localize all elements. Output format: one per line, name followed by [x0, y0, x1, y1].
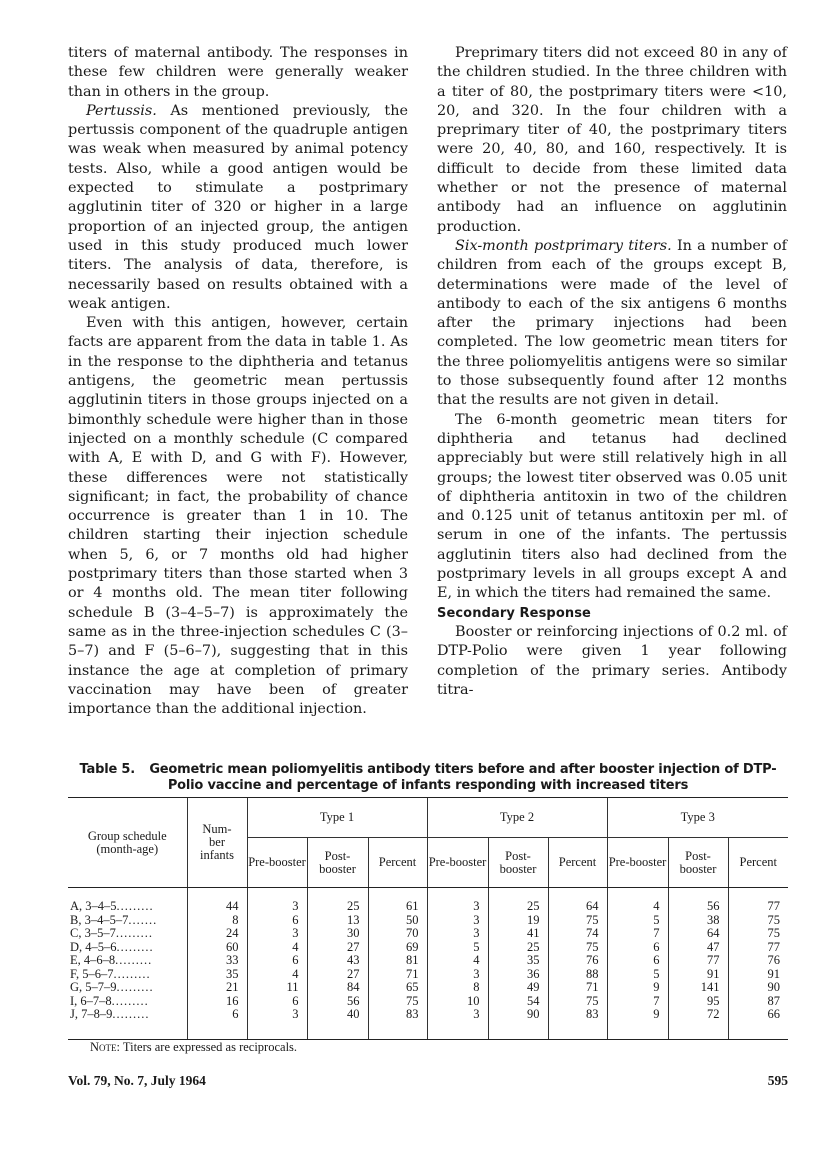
cell-group-schedule [68, 981, 187, 995]
cell-type1-percent: 81 [368, 954, 427, 968]
header-prebooster: Pre-booster [607, 838, 668, 888]
table-caption-text: Geometric mean poliomyelitis antibody titers before and after booster injection of DTP-Polio vaccine and percentage of infants responding with increased titers [149, 762, 777, 793]
table-row [68, 995, 788, 1009]
header-type-3: Type 3 [607, 798, 788, 838]
cell-group-schedule [68, 995, 187, 1009]
header-percent: Percent [728, 838, 788, 888]
cell-group-schedule [68, 888, 187, 914]
cell-type3-prebooster: 6 [607, 941, 668, 955]
cell-type1-postbooster: 13 [307, 914, 368, 928]
cell-type3-prebooster: 7 [607, 995, 668, 1009]
leader-dots: ....... [128, 912, 158, 927]
cell-type2-percent: 75 [548, 914, 607, 928]
cell-type3-prebooster: 5 [607, 914, 668, 928]
group-label: G, 5–7–9 [70, 980, 117, 994]
leader-dots: ......... [112, 1007, 150, 1021]
cell-type1-prebooster: 11 [247, 981, 307, 995]
header-percent: Percent [548, 838, 607, 888]
cell-type3-postbooster: 64 [668, 927, 728, 941]
cell-number-infants: 16 [187, 995, 247, 1009]
cell-type1-postbooster: 43 [307, 954, 368, 968]
cell-type1-prebooster: 6 [247, 995, 307, 1009]
cell-type1-postbooster: 27 [307, 941, 368, 955]
cell-group-schedule [68, 968, 187, 982]
paragraph-six-month: Six-month postprimary titers. In a number of children from each of the groups except B, determinations were made of the level of antibody to each of the six antigens 6 months after the primary injections had been completed. The low geometric mean titers for the three poliomyelitis antigens were so similar to those subsequently found after 12 months that the results are not given in detail. [437, 237, 787, 409]
cell-type2-prebooster: 8 [427, 981, 488, 995]
cell-type3-prebooster: 9 [607, 981, 668, 995]
cell-type1-percent: 71 [368, 968, 427, 982]
cell-type2-prebooster: 4 [427, 954, 488, 968]
cell-type2-postbooster: 19 [488, 914, 548, 928]
cell-type3-prebooster: 7 [607, 927, 668, 941]
cell-number-infants: 44 [187, 888, 247, 914]
cell-number-infants: 35 [187, 968, 247, 982]
cell-type2-prebooster: 3 [427, 968, 488, 982]
cell-type3-percent: 90 [728, 981, 788, 995]
cell-type2-percent: 75 [548, 941, 607, 955]
table-row [68, 954, 788, 968]
cell-group-schedule [68, 954, 187, 968]
cell-type3-prebooster: 5 [607, 968, 668, 982]
table-5 [68, 797, 788, 1040]
cell-type2-prebooster: 3 [427, 888, 488, 914]
paragraph: titers of maternal antibody. The responses in these few children were generally weaker than in others in the group. [68, 45, 408, 100]
cell-type1-percent: 61 [368, 888, 427, 914]
cell-type2-prebooster: 5 [427, 941, 488, 955]
group-label: F, 5–6–7 [70, 966, 114, 981]
cell-number-infants: 6 [187, 1008, 247, 1039]
cell-type2-postbooster: 49 [488, 981, 548, 995]
cell-number-infants: 33 [187, 954, 247, 968]
paragraph: Preprimary titers did not exceed 80 in any of the children studied. In the three children with a titer of 80, the postprimary titers were <10, 20, and 320. In the four children with a preprimary titer of 40, the postprimary titers were 20, 40, 80, and 160, respectively. It is difficult to decide from these limited data whether or not the presence of maternal antibody had an influence on agglutinin production. [437, 45, 787, 235]
group-label: E, 4–6–8 [70, 953, 116, 967]
cell-type2-postbooster: 90 [488, 1008, 548, 1039]
run-in-heading: Pertussis. [86, 102, 157, 119]
cell-type1-prebooster: 4 [247, 941, 307, 955]
cell-type2-prebooster: 10 [427, 995, 488, 1009]
header-group-schedule: Group schedule (month-age) [68, 798, 187, 888]
cell-type3-postbooster: 91 [668, 968, 728, 982]
cell-type1-percent: 65 [368, 981, 427, 995]
note-text: Titers are expressed as reciprocals. [122, 1040, 298, 1054]
paragraph: The 6-month geometric mean titers for diphtheria and tetanus had declined appreciably but were still relatively high in all groups; the lowest titer observed was 0.05 unit of diphtheria antitoxin in two of the children and 0.125 unit of tetanus antitoxin per ml. of serum in one of the infants. The pertussis agglutinin titers also had declined from the postprimary levels in all groups except A and E, in which the titers had remained the same. [437, 411, 787, 602]
cell-type2-percent: 75 [548, 995, 607, 1009]
header-prebooster: Pre-booster [247, 838, 307, 888]
cell-type3-postbooster: 72 [668, 1008, 728, 1039]
cell-type1-postbooster: 30 [307, 927, 368, 941]
paragraph: Booster or reinforcing injections of 0.2 ml. of DTP-Polio were given 1 year following completion of the primary series. Antibody titra- [437, 623, 787, 698]
cell-type1-postbooster: 84 [307, 981, 368, 995]
cell-group-schedule [68, 914, 187, 928]
cell-type2-percent: 76 [548, 954, 607, 968]
table-caption [68, 762, 788, 794]
leader-dots: ......... [116, 939, 154, 954]
leader-dots: ......... [113, 966, 151, 981]
cell-type3-prebooster: 9 [607, 1008, 668, 1039]
cell-type1-postbooster: 25 [307, 888, 368, 914]
group-label: I, 6–7–8 [70, 993, 112, 1008]
header-percent: Percent [368, 838, 427, 888]
cell-type2-prebooster: 3 [427, 927, 488, 941]
group-label: J, 7–8–9 [70, 1007, 113, 1021]
cell-type1-prebooster: 3 [247, 927, 307, 941]
page-number: 595 [767, 1073, 788, 1088]
cell-type2-postbooster: 36 [488, 968, 548, 982]
cell-type3-percent: 77 [728, 941, 788, 955]
cell-type3-percent: 77 [728, 888, 788, 914]
header-postbooster: Post-booster [488, 838, 548, 888]
section-heading: Secondary Response [437, 605, 591, 621]
cell-type2-postbooster: 54 [488, 995, 548, 1009]
cell-number-infants: 24 [187, 927, 247, 941]
group-label: A, 3–4–5 [70, 899, 117, 913]
table-label: Table 5. [79, 762, 135, 777]
cell-type2-percent: 64 [548, 888, 607, 914]
leader-dots: ......... [115, 953, 153, 967]
cell-type1-prebooster: 3 [247, 1008, 307, 1039]
cell-type1-postbooster: 56 [307, 995, 368, 1009]
cell-type1-percent: 83 [368, 1008, 427, 1039]
table-note [90, 1040, 297, 1055]
table-row [68, 888, 788, 914]
cell-type1-postbooster: 27 [307, 968, 368, 982]
cell-type2-postbooster: 35 [488, 954, 548, 968]
table-row [68, 981, 788, 995]
cell-group-schedule [68, 927, 187, 941]
cell-type1-prebooster: 6 [247, 914, 307, 928]
table-row [68, 968, 788, 982]
header-postbooster: Post-booster [668, 838, 728, 888]
cell-number-infants: 8 [187, 914, 247, 928]
group-label: C, 3–5–7 [70, 926, 116, 940]
leader-dots: ......... [116, 899, 154, 913]
cell-type3-postbooster: 95 [668, 995, 728, 1009]
table-row [68, 927, 788, 941]
cell-type3-percent: 66 [728, 1008, 788, 1039]
cell-type1-prebooster: 6 [247, 954, 307, 968]
cell-type1-percent: 70 [368, 927, 427, 941]
run-in-heading: Six-month postprimary titers. [455, 237, 672, 254]
leader-dots: ......... [116, 980, 154, 994]
cell-type2-percent: 83 [548, 1008, 607, 1039]
leader-dots: ......... [111, 993, 149, 1008]
group-label: B, 3–4–5–7 [70, 912, 129, 927]
cell-type1-percent: 75 [368, 995, 427, 1009]
header-prebooster: Pre-booster [427, 838, 488, 888]
cell-type1-percent: 50 [368, 914, 427, 928]
cell-type1-prebooster: 4 [247, 968, 307, 982]
cell-type2-prebooster: 3 [427, 1008, 488, 1039]
cell-type2-prebooster: 3 [427, 914, 488, 928]
cell-group-schedule [68, 1008, 187, 1039]
cell-type3-percent: 75 [728, 914, 788, 928]
cell-type3-postbooster: 56 [668, 888, 728, 914]
cell-type3-postbooster: 38 [668, 914, 728, 928]
cell-type3-postbooster: 47 [668, 941, 728, 955]
header-postbooster: Post-booster [307, 838, 368, 888]
cell-type3-postbooster: 77 [668, 954, 728, 968]
right-text-column [437, 44, 787, 700]
journal-citation: Vol. 79, No. 7, July 1964 [68, 1073, 206, 1088]
left-text-column [68, 44, 408, 719]
cell-type3-percent: 91 [728, 968, 788, 982]
cell-type1-percent: 69 [368, 941, 427, 955]
cell-type3-percent: 75 [728, 927, 788, 941]
cell-type2-postbooster: 25 [488, 941, 548, 955]
cell-type2-postbooster: 25 [488, 888, 548, 914]
leader-dots: ......... [115, 926, 153, 940]
cell-type2-postbooster: 41 [488, 927, 548, 941]
cell-type2-percent: 71 [548, 981, 607, 995]
table-row [68, 1008, 788, 1039]
cell-type1-prebooster: 3 [247, 888, 307, 914]
cell-type3-percent: 87 [728, 995, 788, 1009]
cell-group-schedule [68, 941, 187, 955]
cell-type3-postbooster: 141 [668, 981, 728, 995]
cell-type2-percent: 74 [548, 927, 607, 941]
cell-number-infants: 60 [187, 941, 247, 955]
paragraph-pertussis: Pertussis. As mentioned previously, the pertussis component of the quadruple antigen was weak when measured by animal potency tests. Also, while a good antigen would be expected to stimulate a postprimary agglutinin titer of 320 or higher in a large proportion of an injected group, the antigen used in this study produced much lower titers. The analysis of data, therefore, is necessarily based on results obtained with a weak antigen. [68, 102, 408, 312]
paragraph: Even with this antigen, however, certain facts are apparent from the data in table 1. As in the response to the diphtheria and tetanus antigens, the geometric mean pertussis agglutinin titers in those groups injected on a bimonthly schedule were higher than in those injected on a monthly schedule (C compared with A, E with D, and G with F). However, these differences were not statistically significant; in fact, the probability of chance occurrence is greater than 1 in 10. The children starting their injection schedule when 5, 6, or 7 months old had higher postprimary titers than those started when 3 or 4 months old. The mean titer following schedule B (3–4–5–7) is approximately the same as in the three-injection schedules C (3–5–7) and F (5–6–7), suggesting that in this instance the age at completion of primary vaccination may have been of greater importance than the additional injection. [68, 315, 408, 718]
header-type-2: Type 2 [427, 798, 607, 838]
note-label: Note: [90, 1040, 120, 1054]
header-number-infants: Num-ber infants [187, 798, 247, 888]
cell-type3-prebooster: 6 [607, 954, 668, 968]
cell-type1-postbooster: 40 [307, 1008, 368, 1039]
cell-type2-percent: 88 [548, 968, 607, 982]
cell-type3-prebooster: 4 [607, 888, 668, 914]
table-row [68, 941, 788, 955]
table-row [68, 914, 788, 928]
header-type-1: Type 1 [247, 798, 427, 838]
cell-type3-percent: 76 [728, 954, 788, 968]
cell-number-infants: 21 [187, 981, 247, 995]
group-label: D, 4–5–6 [70, 939, 117, 954]
